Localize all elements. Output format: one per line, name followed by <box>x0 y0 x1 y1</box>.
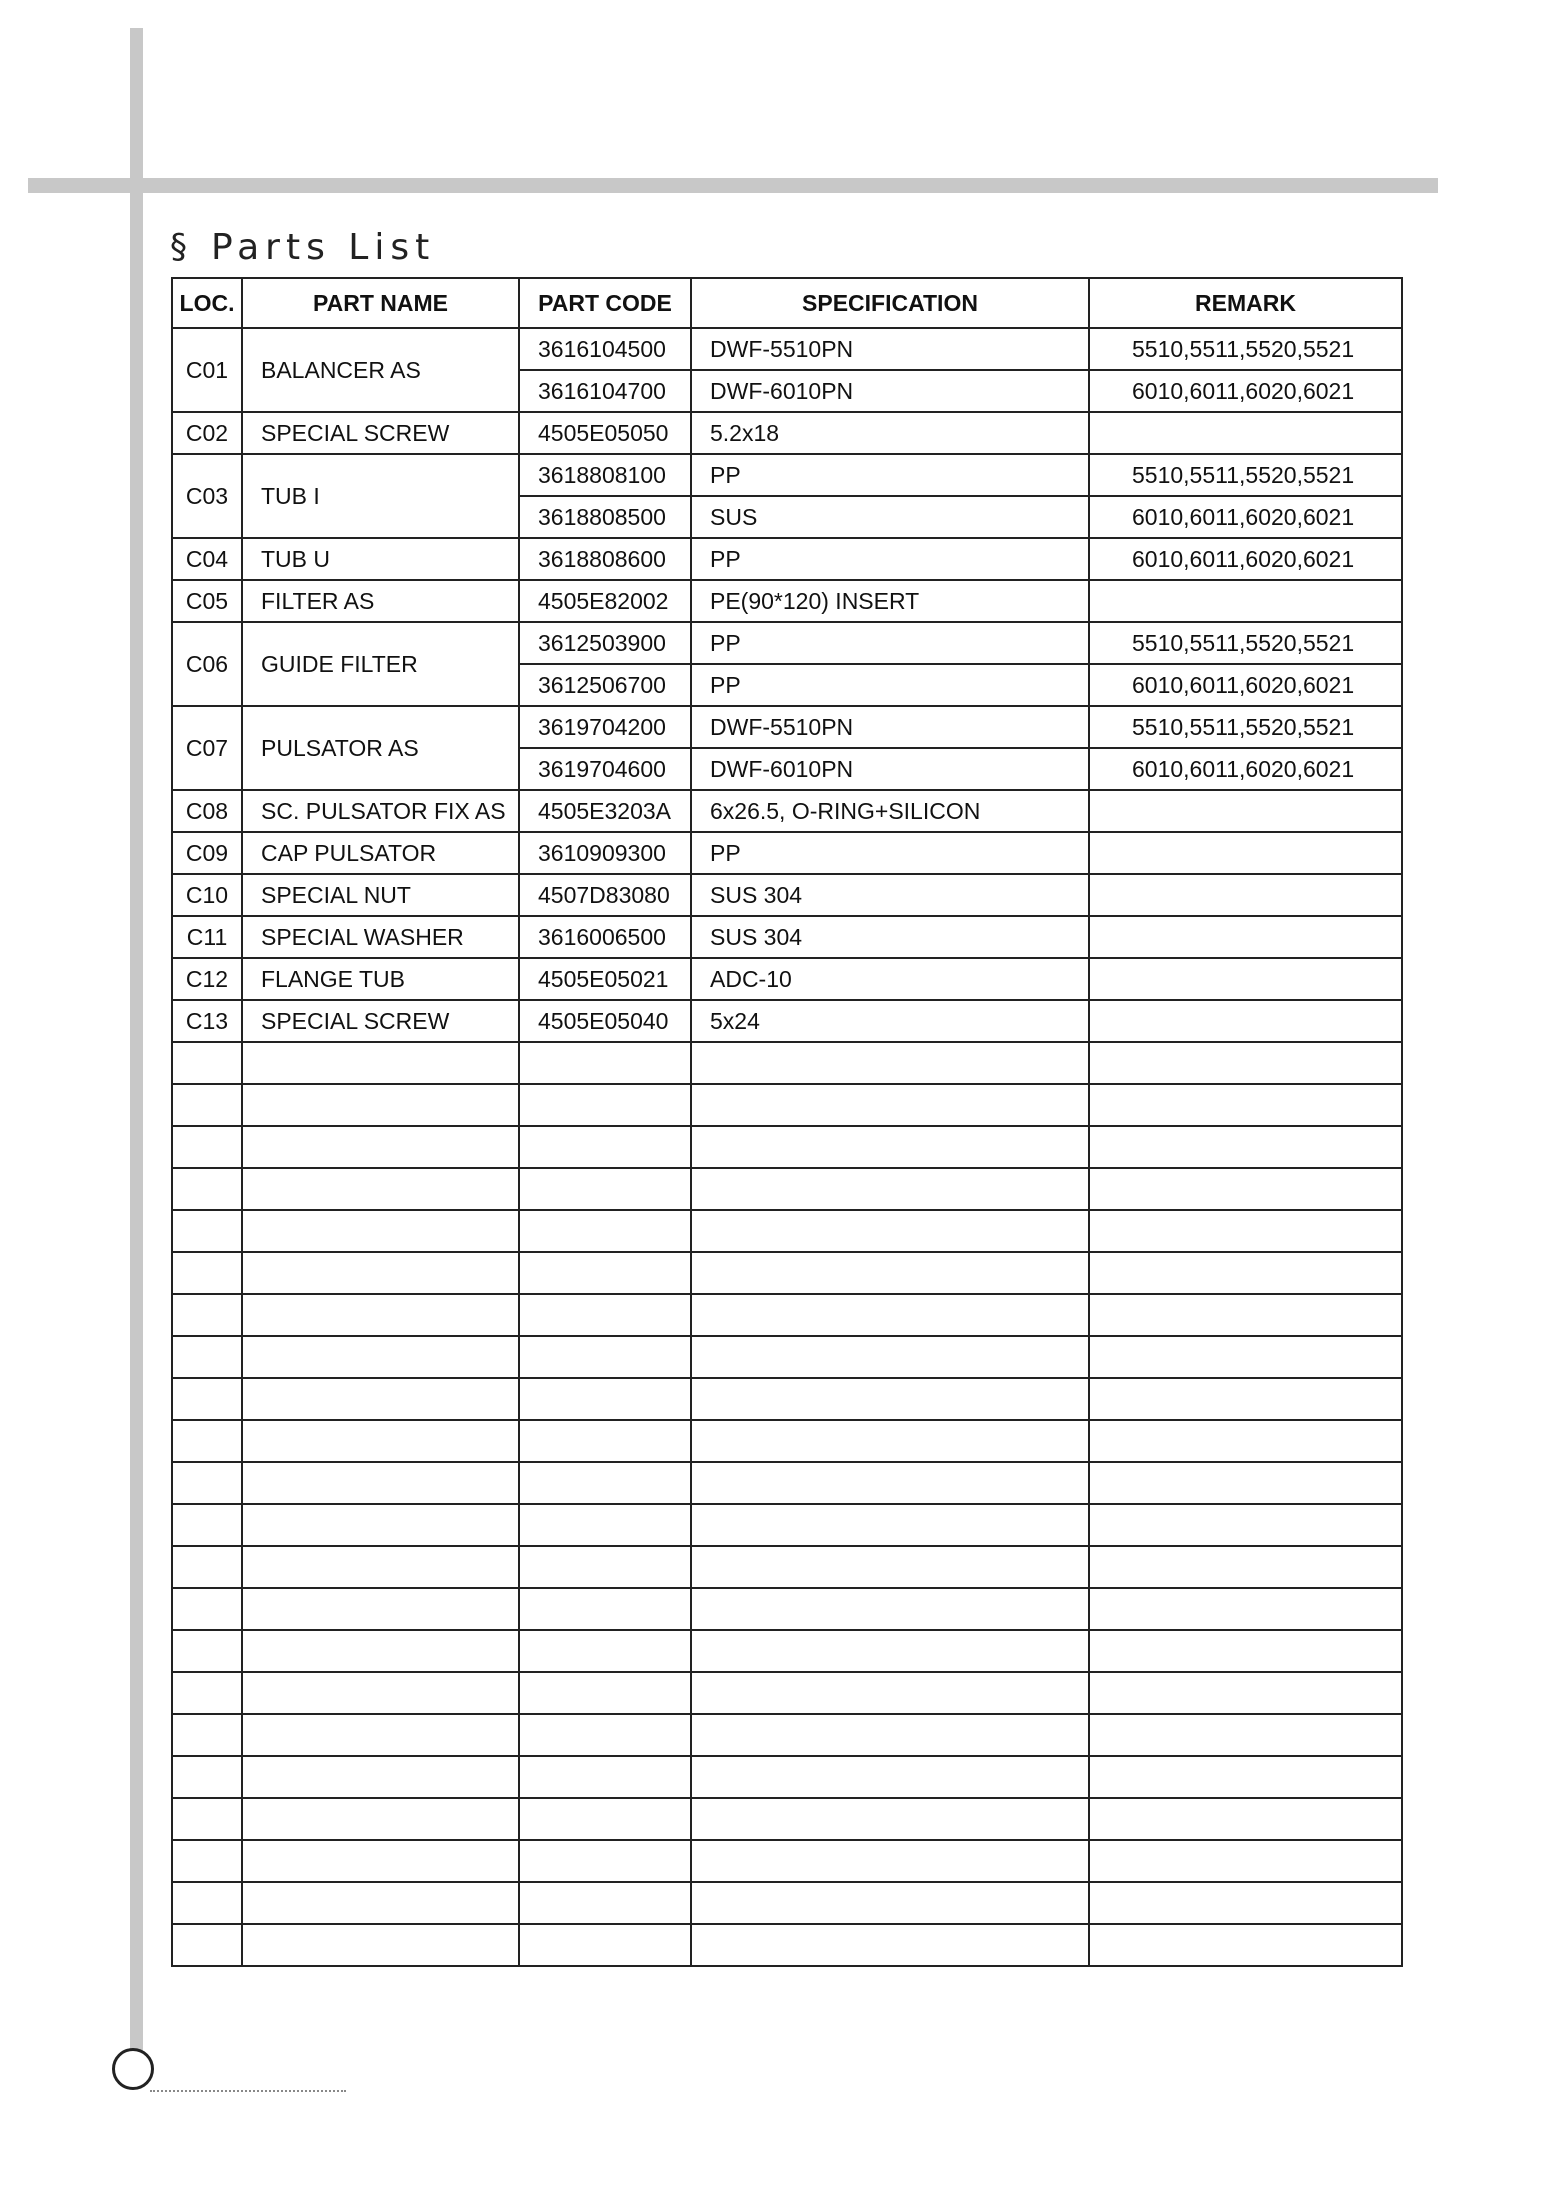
loc-cell: C11 <box>172 916 242 958</box>
empty-table-row <box>172 1756 1402 1798</box>
remark-cell <box>1089 1210 1402 1252</box>
loc-cell: C03 <box>172 454 242 538</box>
specification-cell <box>691 1588 1089 1630</box>
specification-cell <box>691 1840 1089 1882</box>
specification-cell: SUS 304 <box>691 874 1089 916</box>
empty-table-row <box>172 1042 1402 1084</box>
remark-cell <box>1089 412 1402 454</box>
loc-cell <box>172 1462 242 1504</box>
part-code-cell: 3616104500 <box>519 328 691 370</box>
parts-table-body <box>172 328 1402 1966</box>
loc-cell: C12 <box>172 958 242 1000</box>
table-row <box>172 580 1402 622</box>
remark-cell: 5510,5511,5520,5521 <box>1089 328 1402 370</box>
specification-cell <box>691 1084 1089 1126</box>
part-code-cell <box>519 1084 691 1126</box>
horizontal-accent-bar <box>28 178 1438 193</box>
empty-table-row <box>172 1336 1402 1378</box>
loc-cell <box>172 1546 242 1588</box>
specification-cell <box>691 1126 1089 1168</box>
part-code-cell <box>519 1882 691 1924</box>
loc-cell <box>172 1882 242 1924</box>
part-code-cell: 4505E82002 <box>519 580 691 622</box>
empty-table-row <box>172 1630 1402 1672</box>
part-code-cell <box>519 1672 691 1714</box>
empty-table-row <box>172 1462 1402 1504</box>
part-name-cell <box>242 1714 519 1756</box>
part-code-cell <box>519 1546 691 1588</box>
specification-cell <box>691 1042 1089 1084</box>
loc-cell <box>172 1798 242 1840</box>
remark-cell <box>1089 1546 1402 1588</box>
remark-cell <box>1089 1504 1402 1546</box>
remark-cell <box>1089 580 1402 622</box>
part-name-cell <box>242 1210 519 1252</box>
remark-cell <box>1089 1000 1402 1042</box>
specification-cell: PP <box>691 664 1089 706</box>
specification-cell <box>691 1924 1089 1966</box>
part-code-cell: 3618808100 <box>519 454 691 496</box>
header-part-name: PART NAME <box>242 278 519 328</box>
empty-table-row <box>172 1924 1402 1966</box>
specification-cell <box>691 1504 1089 1546</box>
specification-cell <box>691 1378 1089 1420</box>
part-code-cell: 3612503900 <box>519 622 691 664</box>
remark-cell: 6010,6011,6020,6021 <box>1089 748 1402 790</box>
table-row <box>172 412 1402 454</box>
part-code-cell: 3619704600 <box>519 748 691 790</box>
remark-cell <box>1089 1798 1402 1840</box>
table-row <box>172 1000 1402 1042</box>
remark-cell <box>1089 1462 1402 1504</box>
loc-cell: C13 <box>172 1000 242 1042</box>
specification-cell: SUS 304 <box>691 916 1089 958</box>
remark-cell: 5510,5511,5520,5521 <box>1089 622 1402 664</box>
part-code-cell <box>519 1210 691 1252</box>
empty-table-row <box>172 1252 1402 1294</box>
specification-cell: 5x24 <box>691 1000 1089 1042</box>
remark-cell: 5510,5511,5520,5521 <box>1089 454 1402 496</box>
part-name-cell <box>242 1840 519 1882</box>
remark-cell: 6010,6011,6020,6021 <box>1089 664 1402 706</box>
specification-cell <box>691 1756 1089 1798</box>
remark-cell: 6010,6011,6020,6021 <box>1089 538 1402 580</box>
part-name-cell <box>242 1882 519 1924</box>
table-row <box>172 790 1402 832</box>
loc-cell <box>172 1252 242 1294</box>
remark-cell <box>1089 1714 1402 1756</box>
specification-cell: DWF-5510PN <box>691 328 1089 370</box>
part-code-cell <box>519 1588 691 1630</box>
specification-cell: PE(90*120) INSERT <box>691 580 1089 622</box>
page-title: Parts List <box>211 226 436 268</box>
part-code-cell: 4507D83080 <box>519 874 691 916</box>
specification-cell: DWF-5510PN <box>691 706 1089 748</box>
remark-cell <box>1089 916 1402 958</box>
specification-cell: ADC-10 <box>691 958 1089 1000</box>
specification-cell <box>691 1210 1089 1252</box>
part-name-cell <box>242 1336 519 1378</box>
loc-cell <box>172 1084 242 1126</box>
specification-cell <box>691 1882 1089 1924</box>
remark-cell: 6010,6011,6020,6021 <box>1089 370 1402 412</box>
part-name-cell <box>242 1462 519 1504</box>
part-name-cell: TUB I <box>242 454 519 538</box>
part-name-cell: TUB U <box>242 538 519 580</box>
part-code-cell <box>519 1630 691 1672</box>
remark-cell <box>1089 1756 1402 1798</box>
loc-cell <box>172 1840 242 1882</box>
part-name-cell: SPECIAL SCREW <box>242 412 519 454</box>
part-code-cell <box>519 1756 691 1798</box>
remark-cell <box>1089 1378 1402 1420</box>
specification-cell <box>691 1798 1089 1840</box>
part-code-cell: 3618808500 <box>519 496 691 538</box>
part-name-cell <box>242 1252 519 1294</box>
part-code-cell <box>519 1840 691 1882</box>
part-code-cell <box>519 1420 691 1462</box>
loc-cell <box>172 1672 242 1714</box>
part-code-cell: 4505E05050 <box>519 412 691 454</box>
loc-cell: C02 <box>172 412 242 454</box>
specification-cell <box>691 1630 1089 1672</box>
vertical-accent-bar <box>130 28 143 2068</box>
part-code-cell <box>519 1252 691 1294</box>
loc-cell <box>172 1420 242 1462</box>
remark-cell <box>1089 1294 1402 1336</box>
header-part-code: PART CODE <box>519 278 691 328</box>
empty-table-row <box>172 1588 1402 1630</box>
remark-cell <box>1089 1672 1402 1714</box>
section-mark-icon: § <box>170 227 187 267</box>
part-code-cell <box>519 1126 691 1168</box>
remark-cell <box>1089 1252 1402 1294</box>
remark-cell <box>1089 832 1402 874</box>
specification-cell <box>691 1714 1089 1756</box>
remark-cell <box>1089 1840 1402 1882</box>
part-code-cell: 4505E3203A <box>519 790 691 832</box>
empty-table-row <box>172 1126 1402 1168</box>
part-code-cell: 3616006500 <box>519 916 691 958</box>
specification-cell: 5.2x18 <box>691 412 1089 454</box>
specification-cell: DWF-6010PN <box>691 748 1089 790</box>
part-code-cell <box>519 1378 691 1420</box>
loc-cell: C05 <box>172 580 242 622</box>
part-name-cell <box>242 1756 519 1798</box>
part-name-cell <box>242 1630 519 1672</box>
loc-cell: C07 <box>172 706 242 790</box>
loc-cell <box>172 1588 242 1630</box>
specification-cell: PP <box>691 622 1089 664</box>
part-code-cell <box>519 1462 691 1504</box>
empty-table-row <box>172 1882 1402 1924</box>
part-code-cell <box>519 1714 691 1756</box>
specification-cell <box>691 1672 1089 1714</box>
part-name-cell: SC. PULSATOR FIX AS <box>242 790 519 832</box>
part-code-cell <box>519 1798 691 1840</box>
part-name-cell <box>242 1546 519 1588</box>
part-name-cell <box>242 1084 519 1126</box>
loc-cell <box>172 1756 242 1798</box>
remark-cell <box>1089 790 1402 832</box>
part-code-cell: 3612506700 <box>519 664 691 706</box>
table-row <box>172 916 1402 958</box>
part-name-cell <box>242 1378 519 1420</box>
remark-cell <box>1089 1336 1402 1378</box>
header-loc: LOC. <box>172 278 242 328</box>
header-specification: SPECIFICATION <box>691 278 1089 328</box>
specification-cell <box>691 1252 1089 1294</box>
table-row <box>172 874 1402 916</box>
specification-cell <box>691 1336 1089 1378</box>
specification-cell: PP <box>691 454 1089 496</box>
part-code-cell <box>519 1168 691 1210</box>
remark-cell <box>1089 1126 1402 1168</box>
page-corner-circle <box>112 2048 154 2090</box>
table-row <box>172 328 1402 370</box>
part-name-cell <box>242 1798 519 1840</box>
empty-table-row <box>172 1714 1402 1756</box>
loc-cell <box>172 1042 242 1084</box>
remark-cell <box>1089 874 1402 916</box>
loc-cell: C01 <box>172 328 242 412</box>
loc-cell <box>172 1378 242 1420</box>
part-name-cell: CAP PULSATOR <box>242 832 519 874</box>
loc-cell <box>172 1630 242 1672</box>
part-name-cell: FLANGE TUB <box>242 958 519 1000</box>
part-code-cell <box>519 1504 691 1546</box>
part-name-cell: SPECIAL WASHER <box>242 916 519 958</box>
specification-cell: 6x26.5, O-RING+SILICON <box>691 790 1089 832</box>
part-name-cell: FILTER AS <box>242 580 519 622</box>
part-name-cell <box>242 1420 519 1462</box>
loc-cell: C10 <box>172 874 242 916</box>
remark-cell <box>1089 1084 1402 1126</box>
part-name-cell <box>242 1504 519 1546</box>
remark-cell: 6010,6011,6020,6021 <box>1089 496 1402 538</box>
loc-cell: C06 <box>172 622 242 706</box>
table-header-row <box>172 278 1402 328</box>
specification-cell <box>691 1546 1089 1588</box>
specification-cell: SUS <box>691 496 1089 538</box>
part-name-cell <box>242 1168 519 1210</box>
loc-cell <box>172 1210 242 1252</box>
remark-cell <box>1089 1042 1402 1084</box>
part-name-cell <box>242 1126 519 1168</box>
part-code-cell: 3616104700 <box>519 370 691 412</box>
specification-cell: PP <box>691 832 1089 874</box>
loc-cell: C08 <box>172 790 242 832</box>
part-name-cell: SPECIAL NUT <box>242 874 519 916</box>
empty-table-row <box>172 1840 1402 1882</box>
specification-cell <box>691 1168 1089 1210</box>
part-code-cell: 4505E05040 <box>519 1000 691 1042</box>
part-name-cell: PULSATOR AS <box>242 706 519 790</box>
dotted-footer-line <box>150 2090 346 2092</box>
empty-table-row <box>172 1168 1402 1210</box>
remark-cell <box>1089 1630 1402 1672</box>
loc-cell <box>172 1336 242 1378</box>
empty-table-row <box>172 1504 1402 1546</box>
remark-cell <box>1089 1882 1402 1924</box>
part-name-cell: GUIDE FILTER <box>242 622 519 706</box>
part-code-cell: 3610909300 <box>519 832 691 874</box>
part-name-cell <box>242 1588 519 1630</box>
loc-cell <box>172 1168 242 1210</box>
specification-cell: DWF-6010PN <box>691 370 1089 412</box>
part-code-cell: 3619704200 <box>519 706 691 748</box>
remark-cell <box>1089 1588 1402 1630</box>
remark-cell: 5510,5511,5520,5521 <box>1089 706 1402 748</box>
empty-table-row <box>172 1420 1402 1462</box>
table-row <box>172 622 1402 664</box>
part-name-cell <box>242 1672 519 1714</box>
part-code-cell <box>519 1336 691 1378</box>
loc-cell <box>172 1714 242 1756</box>
loc-cell <box>172 1924 242 1966</box>
part-code-cell: 4505E05021 <box>519 958 691 1000</box>
part-name-cell <box>242 1042 519 1084</box>
table-row <box>172 958 1402 1000</box>
empty-table-row <box>172 1378 1402 1420</box>
specification-cell <box>691 1420 1089 1462</box>
remark-cell <box>1089 1420 1402 1462</box>
loc-cell <box>172 1126 242 1168</box>
empty-table-row <box>172 1672 1402 1714</box>
page-heading <box>170 222 435 272</box>
table-row <box>172 454 1402 496</box>
loc-cell <box>172 1504 242 1546</box>
part-code-cell <box>519 1924 691 1966</box>
empty-table-row <box>172 1798 1402 1840</box>
remark-cell <box>1089 958 1402 1000</box>
table-row <box>172 832 1402 874</box>
loc-cell <box>172 1294 242 1336</box>
specification-cell <box>691 1462 1089 1504</box>
empty-table-row <box>172 1084 1402 1126</box>
table-row <box>172 706 1402 748</box>
header-remark: REMARK <box>1089 278 1402 328</box>
part-code-cell: 3618808600 <box>519 538 691 580</box>
empty-table-row <box>172 1546 1402 1588</box>
empty-table-row <box>172 1210 1402 1252</box>
part-code-cell <box>519 1042 691 1084</box>
part-name-cell: SPECIAL SCREW <box>242 1000 519 1042</box>
part-name-cell <box>242 1924 519 1966</box>
specification-cell: PP <box>691 538 1089 580</box>
table-row <box>172 538 1402 580</box>
remark-cell <box>1089 1924 1402 1966</box>
part-code-cell <box>519 1294 691 1336</box>
specification-cell <box>691 1294 1089 1336</box>
empty-table-row <box>172 1294 1402 1336</box>
loc-cell: C04 <box>172 538 242 580</box>
loc-cell: C09 <box>172 832 242 874</box>
part-name-cell: BALANCER AS <box>242 328 519 412</box>
part-name-cell <box>242 1294 519 1336</box>
remark-cell <box>1089 1168 1402 1210</box>
parts-table <box>171 277 1403 1967</box>
